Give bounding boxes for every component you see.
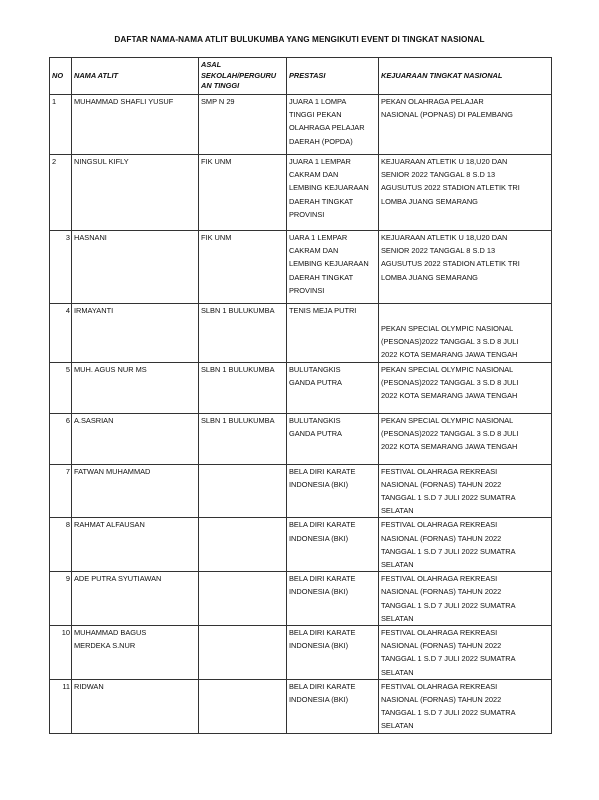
header-kejuaraan: KEJUARAAN TINGKAT NASIONAL [379,58,552,95]
cell-no: 3 [50,231,72,304]
cell-kejuaraan-text: PEKAN SPECIAL OLYMPIC NASIONAL (PESONAS)2022 TANGGAL 3 S.D 8 JULI 2022 KOTA SEMARANG JAWA TENGAH [381,324,519,360]
cell-kejuaraan: FESTIVAL OLAHRAGA REKREASI NASIONAL (FORNAS) TAHUN 2022 TANGGAL 1 S.D 7 JULI 2022 SUMATRA SELATAN [379,572,552,626]
cell-asal: SLBN 1 BULUKUMBA [199,413,287,464]
cell-prestasi: BELA DIRI KARATE INDONESIA (BKI) [287,518,379,572]
cell-nama: HASNANI [72,231,199,304]
table-row [50,572,552,626]
page-title: DAFTAR NAMA-NAMA ATLIT BULUKUMBA YANG MENGIKUTI EVENT DI TINGKAT NASIONAL [114,35,485,44]
cell-kejuaraan: PEKAN OLAHRAGA PELAJAR NASIONAL (POPNAS) DI PALEMBANG [379,95,552,155]
cell-asal [199,679,287,733]
cell-no: 1 [50,95,72,155]
table-row [50,231,552,304]
cell-kejuaraan: PEKAN SPECIAL OLYMPIC NASIONAL (PESONAS)2022 TANGGAL 3 S.D 8 JULI 2022 KOTA SEMARANG JAWA TENGAH [379,362,552,413]
table-header-row [50,58,552,95]
cell-no: 11 [50,679,72,733]
cell-prestasi: JUARA 1 LEMPAR CAKRAM DAN LEMBING KEJUARAAN DAERAH TINGKAT PROVINSI [287,155,379,231]
cell-no: 5 [50,362,72,413]
header-nama: NAMA ATLIT [72,58,199,95]
cell-kejuaraan: PEKAN SPECIAL OLYMPIC NASIONAL (PESONAS)2022 TANGGAL 3 S.D 8 JULI 2022 KOTA SEMARANG JAWA TENGAH [379,413,552,464]
cell-asal: FIK UNM [199,231,287,304]
cell-prestasi: BELA DIRI KARATE INDONESIA (BKI) [287,679,379,733]
cell-kejuaraan: FESTIVAL OLAHRAGA REKREASI NASIONAL (FORNAS) TAHUN 2022 TANGGAL 1 S.D 7 JULI 2022 SUMATRA SELATAN [379,626,552,680]
cell-nama: MUH. AGUS NUR MS [72,362,199,413]
cell-prestasi: BELA DIRI KARATE INDONESIA (BKI) [287,464,379,518]
cell-prestasi: BELA DIRI KARATE INDONESIA (BKI) [287,572,379,626]
table-row [50,155,552,231]
cell-nama: MUHAMMAD BAGUS MERDEKA S.NUR [72,626,199,680]
cell-kejuaraan: FESTIVAL OLAHRAGA REKREASI NASIONAL (FORNAS) TAHUN 2022 TANGGAL 1 S.D 7 JULI 2022 SUMATRA SELATAN [379,518,552,572]
cell-nama: NINGSUL KIFLY [72,155,199,231]
cell-nama: RAHMAT ALFAUSAN [72,518,199,572]
cell-asal: SMP N 29 [199,95,287,155]
cell-nama: IRMAYANTI [72,304,199,363]
table-row [50,413,552,464]
cell-no: 7 [50,464,72,518]
table-row [50,304,552,363]
cell-no: 2 [50,155,72,231]
cell-asal: FIK UNM [199,155,287,231]
cell-prestasi: BULUTANGKIS GANDA PUTRA [287,362,379,413]
cell-prestasi: TENIS MEJA PUTRI [287,304,379,363]
cell-no: 10 [50,626,72,680]
table-row [50,679,552,733]
table-row [50,518,552,572]
cell-no: 6 [50,413,72,464]
cell-kejuaraan: KEJUARAAN ATLETIK U 18,U20 DAN SENIOR 2022 TANGGAL 8 S.D 13 AGUSUTUS 2022 STADION ATLETIK TRI LOMBA JUANG SEMARANG [379,231,552,304]
cell-no: 8 [50,518,72,572]
cell-kejuaraan: FESTIVAL OLAHRAGA REKREASI NASIONAL (FORNAS) TAHUN 2022 TANGGAL 1 S.D 7 JULI 2022 SUMATRA SELATAN [379,464,552,518]
cell-asal [199,464,287,518]
header-asal: ASAL SEKOLAH/PERGURU AN TINGGI [199,58,287,95]
table-row [50,464,552,518]
header-prestasi: PRESTASI [287,58,379,95]
cell-prestasi: UARA 1 LEMPAR CAKRAM DAN LEMBING KEJUARAAN DAERAH TINGKAT PROVINSI [287,231,379,304]
cell-no: 9 [50,572,72,626]
cell-nama: A.SASRIAN [72,413,199,464]
cell-nama: MUHAMMAD SHAFLI YUSUF [72,95,199,155]
cell-kejuaraan [379,304,552,363]
cell-prestasi: BELA DIRI KARATE INDONESIA (BKI) [287,626,379,680]
header-no: NO [50,58,72,95]
cell-asal: SLBN 1 BULUKUMBA [199,362,287,413]
cell-asal: SLBN 1 BULUKUMBA [199,304,287,363]
cell-prestasi: BULUTANGKIS GANDA PUTRA [287,413,379,464]
cell-asal [199,518,287,572]
athlete-table [49,57,552,734]
cell-nama: ADE PUTRA SYUTIAWAN [72,572,199,626]
cell-asal [199,572,287,626]
table-row [50,626,552,680]
cell-prestasi: JUARA 1 LOMPA TINGGI PEKAN OLAHRAGA PELAJAR DAERAH (POPDA) [287,95,379,155]
cell-no: 4 [50,304,72,363]
cell-kejuaraan: KEJUARAAN ATLETIK U 18,U20 DAN SENIOR 2022 TANGGAL 8 S.D 13 AGUSUTUS 2022 STADION ATLETIK TRI LOMBA JUANG SEMARANG [379,155,552,231]
table-row [50,362,552,413]
cell-nama: FATWAN MUHAMMAD [72,464,199,518]
table-row [50,95,552,155]
cell-kejuaraan: FESTIVAL OLAHRAGA REKREASI NASIONAL (FORNAS) TAHUN 2022 TANGGAL 1 S.D 7 JULI 2022 SUMATRA SELATAN [379,679,552,733]
cell-asal [199,626,287,680]
cell-nama: RIDWAN [72,679,199,733]
